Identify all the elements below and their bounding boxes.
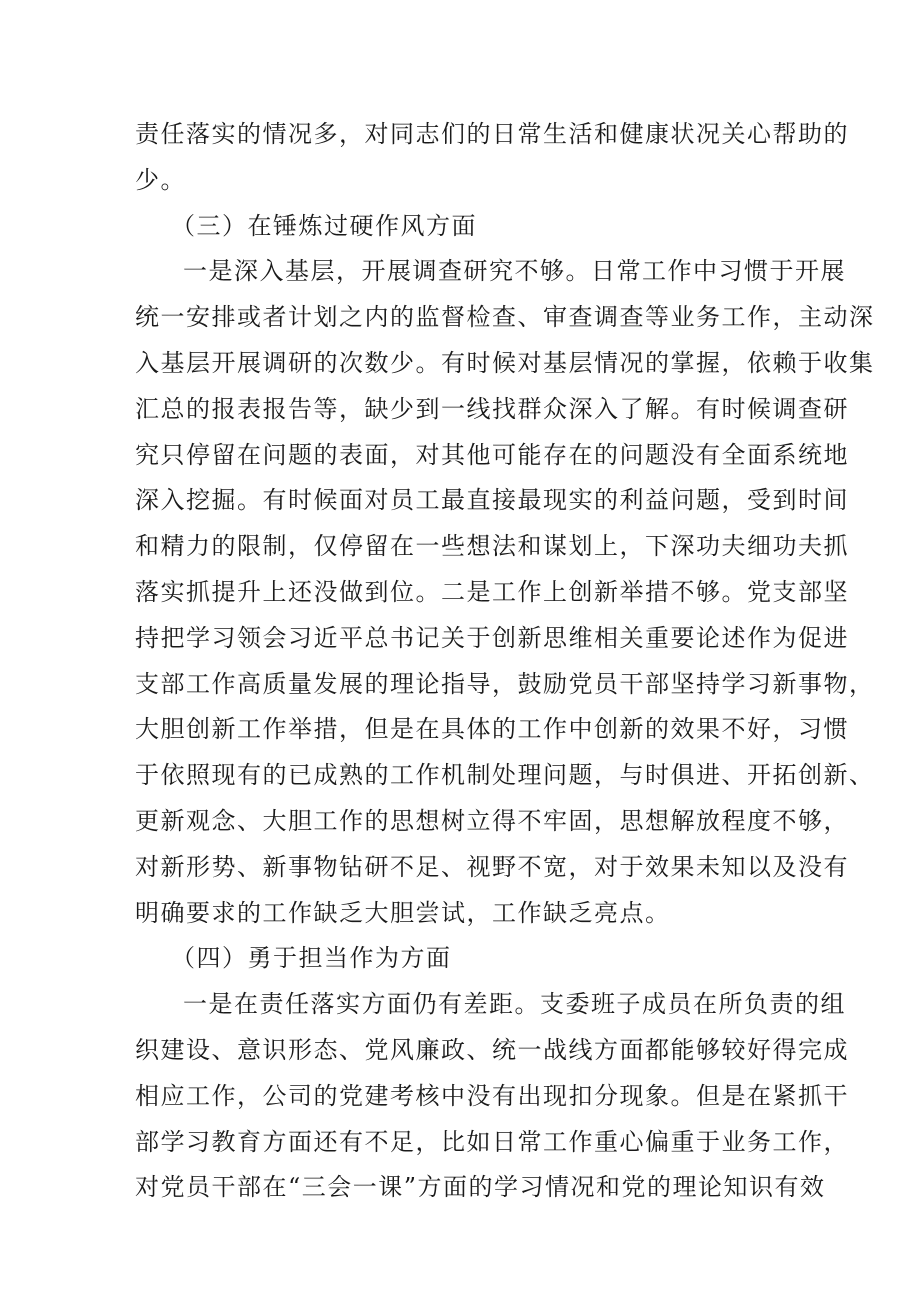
text-line: 织建设、意识形态、党风廉政、统一战线方面都能够较好得完成 — [135, 1035, 849, 1064]
paragraph-first-line: 一是深入基层，开展调查研究不够。日常工作中习惯于开展 — [183, 257, 846, 286]
document-body — [135, 112, 875, 1211]
text-line: 明确要求的工作缺乏大胆尝试，工作缺乏亮点。 — [135, 898, 671, 927]
text-line: 对党员干部在“三会一课”方面的学习情况和党的理论知识有效 — [135, 1173, 826, 1202]
text-line: 深入挖掘。有时候面对员工最直接最现实的利益问题，受到时间 — [135, 486, 849, 515]
paragraph-first-line: 一是在责任落实方面仍有差距。支委班子成员在所负责的组 — [183, 990, 846, 1019]
text-line: 和精力的限制，仅停留在一些想法和谋划上，下深功夫细功夫抓 — [135, 532, 849, 561]
text-line: 责任落实的情况多，对同志们的日常生活和健康状况关心帮助的 — [135, 120, 849, 148]
text-line: 支部工作高质量发展的理论指导，鼓励党员干部坚持学习新事物， — [135, 669, 875, 698]
text-line: 持把学习领会习近平总书记关于创新思维相关重要论述作为促进 — [135, 623, 849, 652]
text-line: 对新形势、新事物钻研不足、视野不宽，对于效果未知以及没有 — [135, 852, 849, 881]
text-line: 相应工作，公司的党建考核中没有出现扣分现象。但是在紧抓干 — [135, 1081, 849, 1110]
section-heading: （四）勇于担当作为方面 — [171, 944, 452, 973]
text-line: 于依照现有的已成熟的工作机制处理问题，与时俱进、开拓创新、 — [135, 761, 875, 790]
text-line: 入基层开展调研的次数少。有时候对基层情况的掌握，依赖于收集 — [135, 348, 875, 377]
text-line: 统一安排或者计划之内的监督检查、审查调查等业务工作，主动深 — [135, 303, 875, 332]
text-line: 落实抓提升上还没做到位。二是工作上创新举措不够。党支部坚 — [135, 577, 849, 606]
text-line: 大胆创新工作举措，但是在具体的工作中创新的效果不好，习惯 — [135, 715, 849, 744]
text-line: 部学习教育方面还有不足，比如日常工作重心偏重于业务工作， — [135, 1127, 849, 1156]
text-line: 少。 — [135, 165, 186, 194]
text-line: 究只停留在问题的表面，对其他可能存在的问题没有全面系统地 — [135, 440, 849, 469]
text-line: 汇总的报表报告等，缺少到一线找群众深入了解。有时候调查研 — [135, 394, 849, 423]
text-line: 更新观念、大胆工作的思想树立得不牢固，思想解放程度不够， — [135, 806, 849, 835]
section-heading: （三）在锤炼过硬作风方面 — [171, 211, 477, 240]
